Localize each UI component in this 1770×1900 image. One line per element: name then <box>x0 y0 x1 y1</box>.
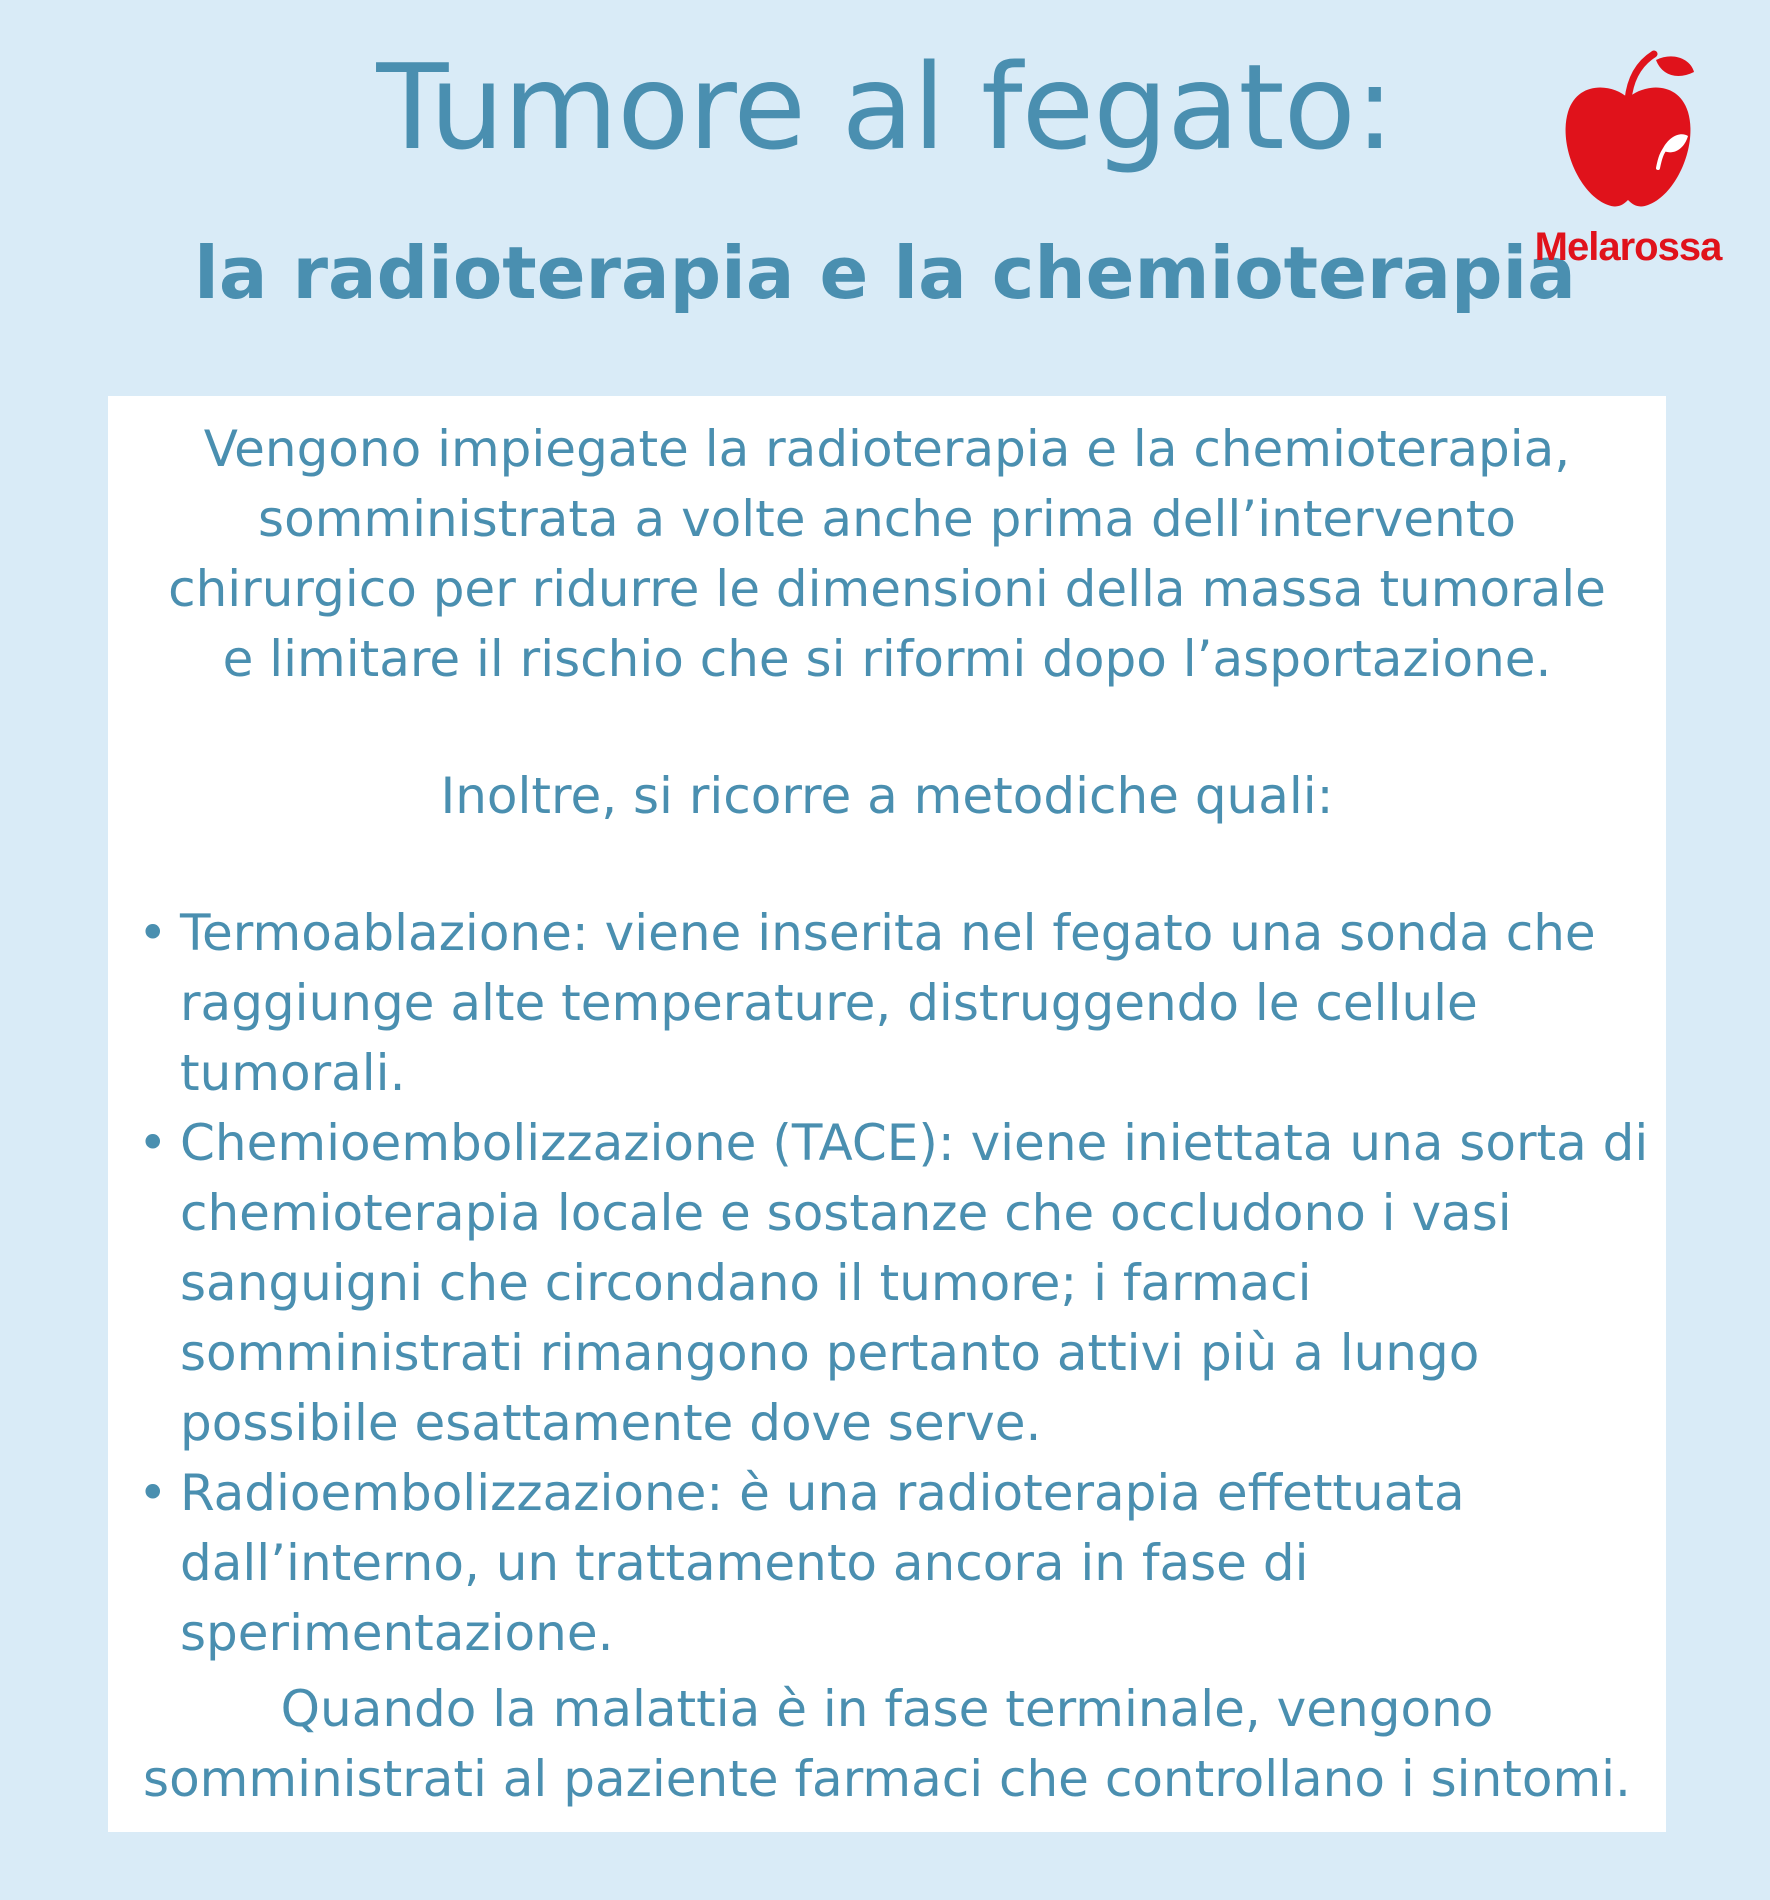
bullet-icon: • <box>138 1464 168 1522</box>
list-item <box>136 1108 1656 1458</box>
methods-lead: Inoltre, si ricorre a metodiche quali: <box>440 767 1334 825</box>
bullet-icon: • <box>138 1114 168 1172</box>
apple-icon <box>1558 50 1698 215</box>
page-title: Tumore al fegato: <box>376 38 1394 176</box>
list-item <box>136 1458 1656 1668</box>
list-item <box>136 898 1656 1108</box>
closing-paragraph: Quando la malattia è in fase terminale, vengono somministrati al paziente farmaci che controllano i sintomi. <box>143 1680 1631 1808</box>
brand-logo[interactable] <box>1518 50 1738 280</box>
bullet-icon: • <box>138 904 168 962</box>
methods-list <box>136 898 1656 1668</box>
page-subtitle: la radioterapia e la chemioterapia <box>194 231 1576 315</box>
list-item-text: Chemioembolizzazione (TACE): viene iniettata una sorta di chemioterapia locale e sostanze che occludono i vasi sanguigni che circondano il tumore; i farmaci somministrati rimangono pertanto attivi più a lungo possibile esattamente dove serve. <box>180 1114 1649 1452</box>
list-item-text: Radioembolizzazione: è una radioterapia effettuata dall’interno, un trattamento ancora in fase di sperimentazione. <box>180 1464 1465 1662</box>
list-item-text: Termoablazione: viene inserita nel fegato una sonda che raggiunge alte temperature, distruggendo le cellule tumorali. <box>180 904 1596 1102</box>
content-card <box>108 396 1666 1832</box>
intro-paragraph: Vengono impiegate la radioterapia e la chemioterapia, somministrata a volte anche prima dell’intervento chirurgico per ridurre le dimensioni della massa tumorale e limitare il rischio che si riformi dopo l’asportazione. <box>168 420 1606 688</box>
brand-name: Melarossa <box>1534 225 1722 269</box>
